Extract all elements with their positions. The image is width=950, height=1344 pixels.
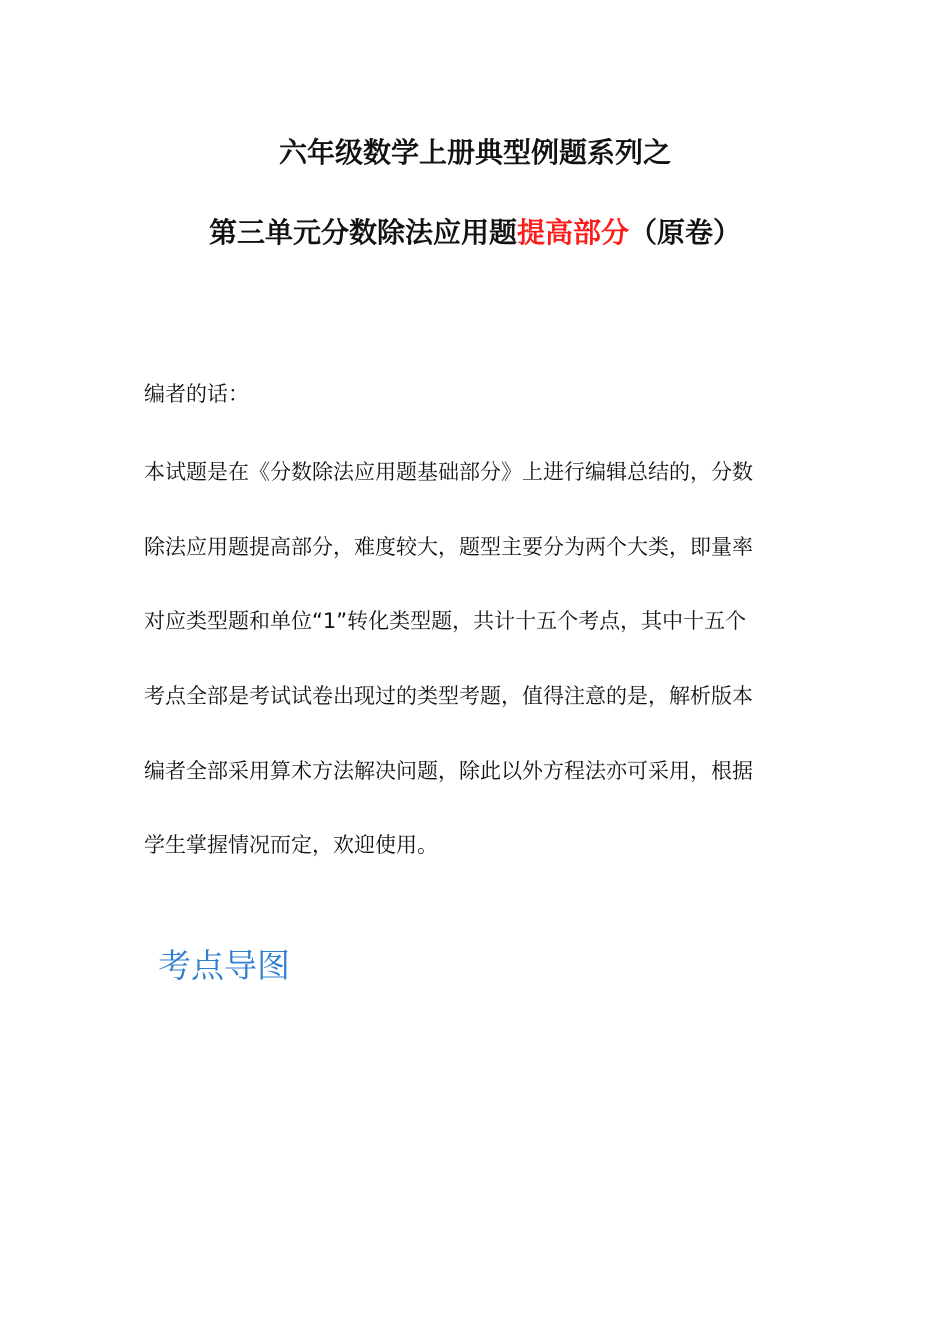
title-line-2-suffix: （原卷） [629, 216, 742, 249]
editor-note-line-2: 除法应用题提高部分，难度较大，题型主要分为两个大类，即量率 [144, 535, 753, 559]
editor-note-line-5: 编者全部采用算术方法解决问题，除此以外方程法亦可采用，根据 [144, 759, 753, 783]
editor-note-line-1: 本试题是在《分数除法应用题基础部分》上进行编辑总结的，分数 [144, 460, 753, 484]
editor-note-line-6: 学生掌握情况而定，欢迎使用。 [144, 833, 438, 857]
title-line-1-text: 六年级数学上册典型例题系列之 [278, 136, 671, 169]
title-line-2-prefix: 第三单元分数除法应用题 [208, 216, 517, 249]
editor-note-line-4: 考点全部是考试试卷出现过的类型考题，值得注意的是，解析版本 [144, 684, 753, 708]
document-title-line-1 [0, 133, 950, 173]
document-title-line-2 [0, 213, 950, 253]
editor-note-label: 编者的话： [144, 382, 249, 406]
editor-note-line-3: 对应类型题和单位“1”转化类型题，共计十五个考点，其中十五个 [144, 609, 747, 633]
title-line-2-highlight: 提高部分 [516, 216, 629, 249]
section-heading-mindmap: 考点导图 [158, 946, 290, 985]
